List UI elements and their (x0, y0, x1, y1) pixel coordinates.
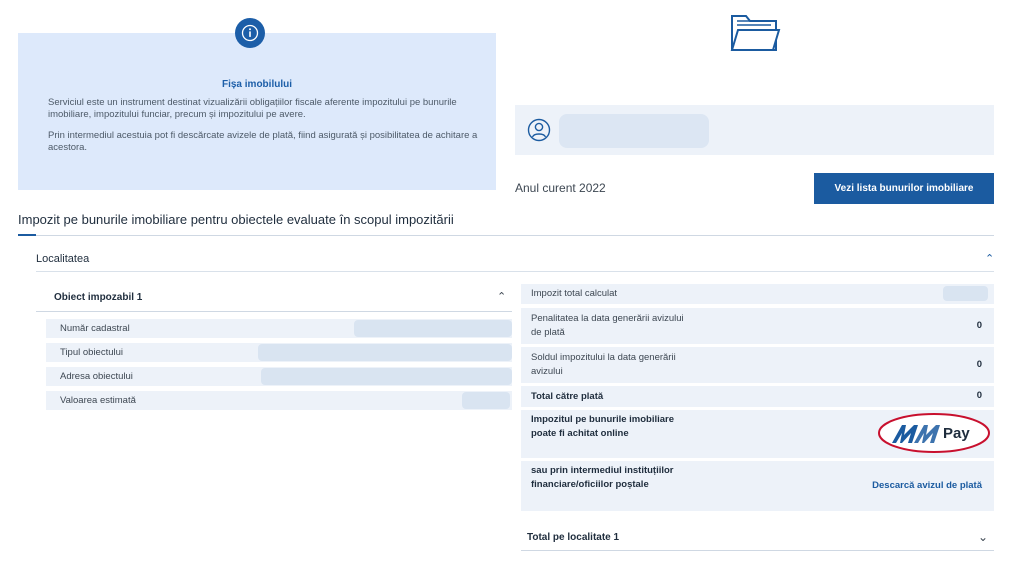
section-title: Impozit pe bunurile imobiliare pentru obiectele evaluate în scopul impozitării (18, 212, 454, 227)
tax-row-total-payment (521, 386, 994, 407)
row-label: sau prin intermediul instituțiilor financiare/oficiilor poștale (531, 465, 674, 490)
row-value: 0 (976, 359, 982, 370)
row-label: Adresa obiectului (60, 371, 133, 382)
section-accent (18, 234, 36, 236)
info-icon (235, 18, 265, 48)
object-row-type (46, 343, 512, 362)
row-label: Impozit total calculat (531, 288, 618, 299)
object-row-cadastral (46, 319, 512, 338)
view-property-list-button[interactable]: Vezi lista bunurilor imobiliare (814, 173, 994, 204)
chevron-up-icon[interactable]: ⌃ (985, 253, 995, 265)
row-label: Penalitatea la data generării avizului de plată (531, 313, 684, 338)
user-card (515, 105, 994, 155)
row-value (462, 392, 510, 409)
row-value (258, 344, 512, 361)
tax-row-balance (521, 347, 994, 383)
row-label: Valoarea estimată (60, 395, 136, 406)
info-card-paragraph: Serviciul este un instrument destinat vizualizării obligațiilor fiscale aferente impozitului pe bunurile imobiliare, impozitului funciar, precum și impozitului pe avere. (48, 97, 457, 120)
row-label: Număr cadastral (60, 323, 130, 334)
locality-divider (36, 271, 994, 272)
row-value (261, 368, 512, 385)
row-value: 0 (976, 390, 982, 401)
mpay-label: Pay (943, 425, 970, 442)
section-divider (18, 235, 994, 236)
object-row-estimated-value (46, 391, 512, 410)
chevron-up-icon[interactable]: ⌃ (497, 291, 507, 303)
total-locality-row[interactable] (521, 527, 994, 551)
info-card-paragraph: Prin intermediul acestuia pot fi descărcate avizele de plată, fiind asigurată și posibilitatea de achitare a acestora. (48, 130, 478, 153)
current-year-label: Anul curent 2022 (515, 181, 606, 195)
row-label: Soldul impozitului la data generării avizului (531, 352, 676, 377)
object-row-address (46, 367, 512, 386)
total-locality-label: Total pe localitate 1 (527, 532, 620, 543)
chevron-down-icon[interactable]: ⌄ (977, 530, 988, 544)
tax-row-total-calculated (521, 284, 994, 304)
row-value: 0 (976, 320, 982, 331)
object-panel-header[interactable] (36, 284, 512, 312)
user-icon (527, 118, 551, 147)
locality-label[interactable] (36, 253, 89, 265)
row-label: Tipul obiectului (60, 347, 124, 358)
row-value (354, 320, 512, 337)
row-label: Total către plată (531, 391, 604, 402)
tax-row-penalty (521, 308, 994, 344)
row-label: Impozitul pe bunurile imobiliare poate fi achitat online (531, 414, 675, 439)
info-card-title: Fișa imobilului (221, 79, 292, 90)
user-name-placeholder (559, 114, 709, 148)
folder-icon (729, 12, 781, 59)
row-value (943, 286, 988, 301)
tax-row-online (521, 410, 994, 458)
download-payment-notice-link[interactable]: Descarcă avizul de plată (872, 480, 982, 491)
object-title: Obiect impozabil 1 (54, 292, 143, 303)
tax-row-offline (521, 461, 994, 511)
mpay-button[interactable] (876, 411, 992, 455)
locality-label-text: Localitatea (36, 253, 90, 265)
